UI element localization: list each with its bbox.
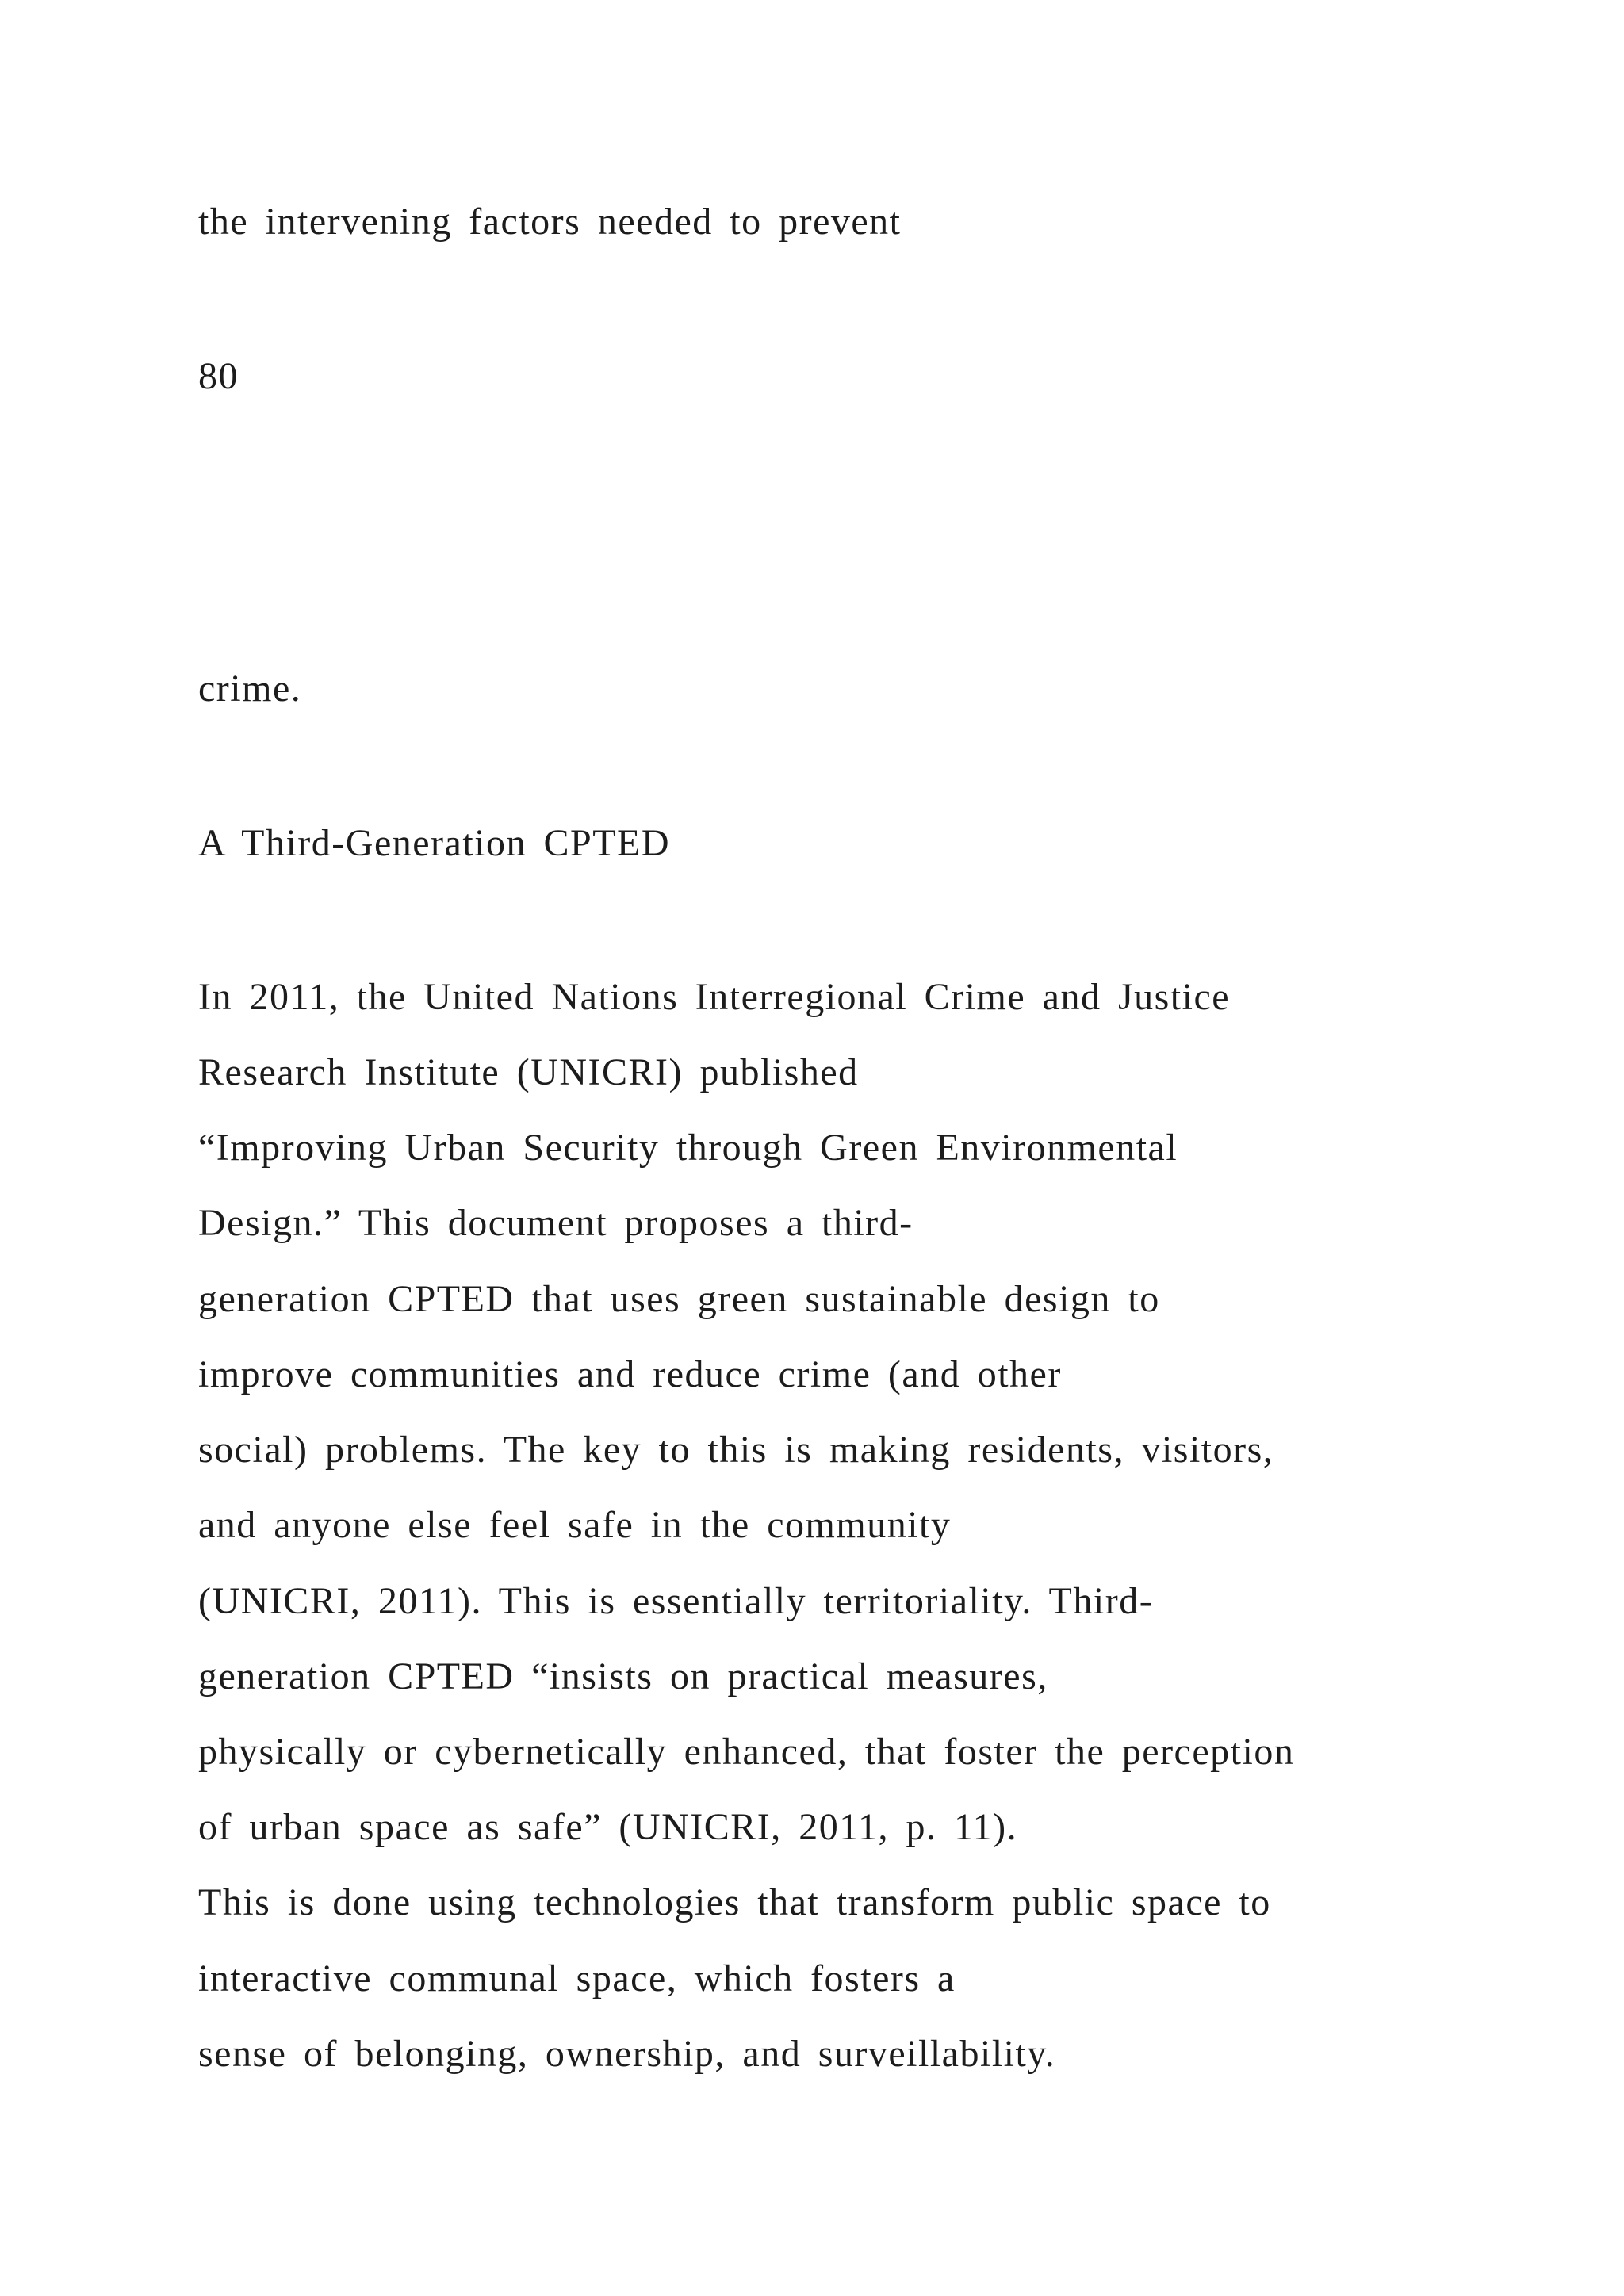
text-line: physically or cybernetically enhanced, that foster the perception [198,1731,1295,1773]
section-heading: A Third-Generation CPTED [198,822,671,864]
text-line: improve communities and reduce crime (and other [198,1353,1062,1395]
text-line: and anyone else feel safe in the community [198,1504,952,1546]
text-line: crime. [198,668,302,710]
text-line: In 2011, the United Nations Interregional Crime and Justice [198,976,1231,1018]
text-line: generation CPTED that uses green sustainable design to [198,1278,1160,1320]
text-line: (UNICRI, 2011). This is essentially territoriality. Third- [198,1580,1154,1622]
page-number: 80 [198,355,239,397]
text-line: Research Institute (UNICRI) published [198,1051,859,1093]
text-line: generation CPTED “insists on practical measures, [198,1655,1048,1697]
text-line: This is done using technologies that transform public space to [198,1881,1271,1923]
text-line: “Improving Urban Security through Green Environmental [198,1127,1178,1169]
text-line: sense of belonging, ownership, and surveillability. [198,2033,1056,2075]
text-line: interactive communal space, which fosters a [198,1957,956,1999]
text-line: the intervening factors needed to prevent [198,201,902,243]
text-line: of urban space as safe” (UNICRI, 2011, p. 11). [198,1806,1018,1848]
text-line: social) problems. The key to this is making residents, visitors, [198,1429,1274,1471]
text-line: Design.” This document proposes a third- [198,1202,914,1244]
